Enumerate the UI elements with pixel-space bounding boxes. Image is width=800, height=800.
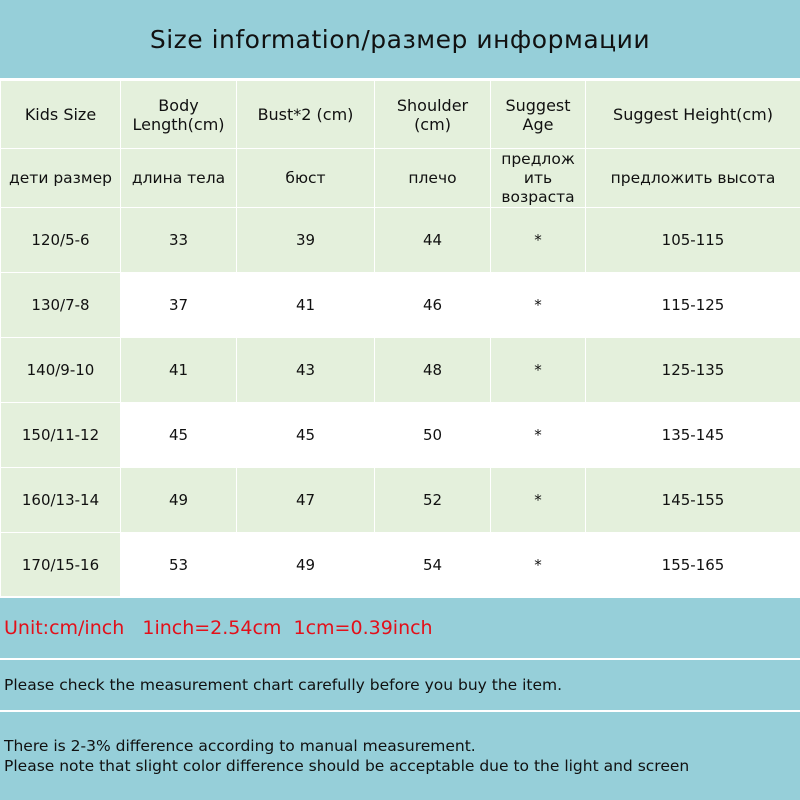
title-bar <box>0 0 800 80</box>
table-row <box>1 208 800 273</box>
cell-body-length: 53 <box>121 533 237 598</box>
col-header-bust: Bust*2 (cm) <box>237 81 375 149</box>
page-title: Size information/размер информации <box>149 24 651 54</box>
cell-suggest-height: 145-155 <box>586 468 800 533</box>
cell-bust: 47 <box>237 468 375 533</box>
cell-size: 150/11-12 <box>1 403 121 468</box>
cell-body-length: 37 <box>121 273 237 338</box>
cell-shoulder: 50 <box>375 403 491 468</box>
unit-conversion-bar <box>0 596 800 658</box>
cell-suggest-age: * <box>491 533 586 598</box>
disclaimer-bar <box>0 710 800 800</box>
cell-suggest-age: * <box>491 208 586 273</box>
cell-size: 120/5-6 <box>1 208 121 273</box>
cell-body-length: 33 <box>121 208 237 273</box>
cell-bust: 41 <box>237 273 375 338</box>
cell-body-length: 45 <box>121 403 237 468</box>
cell-suggest-age: * <box>491 468 586 533</box>
table-row <box>1 533 800 598</box>
col-header-shoulder-ru: плечо <box>375 149 491 208</box>
cell-suggest-height: 155-165 <box>586 533 800 598</box>
cell-suggest-age: * <box>491 403 586 468</box>
table-row <box>1 338 800 403</box>
check-note-bar <box>0 658 800 710</box>
difference-note-text: There is 2-3% difference according to manual measurement. <box>4 737 476 755</box>
cell-body-length: 41 <box>121 338 237 403</box>
cell-size: 160/13-14 <box>1 468 121 533</box>
check-note-text: Please check the measurement chart carefully before you buy the item. <box>4 676 563 694</box>
color-note-text: Please note that slight color difference should be acceptable due to the light and screen <box>4 757 690 775</box>
table-row <box>1 468 800 533</box>
col-header-bust-ru: бюст <box>237 149 375 208</box>
cell-size: 170/15-16 <box>1 533 121 598</box>
unit-conversion-text: Unit:cm/inch 1inch=2.54cm 1cm=0.39inch <box>4 617 433 639</box>
cell-bust: 49 <box>237 533 375 598</box>
cell-suggest-height: 105-115 <box>586 208 800 273</box>
col-header-body-length: Body Length(cm) <box>121 81 237 149</box>
col-header-suggest-age: Suggest Age <box>491 81 586 149</box>
cell-suggest-age: * <box>491 338 586 403</box>
col-header-suggest-height-ru: предложить высота <box>586 149 800 208</box>
cell-bust: 45 <box>237 403 375 468</box>
cell-size: 140/9-10 <box>1 338 121 403</box>
cell-body-length: 49 <box>121 468 237 533</box>
table-row <box>1 273 800 338</box>
col-header-body-length-ru: длина тела <box>121 149 237 208</box>
cell-shoulder: 52 <box>375 468 491 533</box>
cell-shoulder: 48 <box>375 338 491 403</box>
header-row-english <box>1 81 800 149</box>
cell-shoulder: 44 <box>375 208 491 273</box>
col-header-kids-size: Kids Size <box>1 81 121 149</box>
cell-suggest-height: 135-145 <box>586 403 800 468</box>
col-header-kids-size-ru: дети размер <box>1 149 121 208</box>
cell-bust: 43 <box>237 338 375 403</box>
col-header-suggest-age-ru: предлож ить возраста <box>491 149 586 208</box>
cell-shoulder: 46 <box>375 273 491 338</box>
cell-suggest-age: * <box>491 273 586 338</box>
table-row <box>1 403 800 468</box>
size-table <box>0 80 800 598</box>
header-row-russian <box>1 149 800 208</box>
cell-suggest-height: 125-135 <box>586 338 800 403</box>
cell-bust: 39 <box>237 208 375 273</box>
col-header-suggest-height: Suggest Height(cm) <box>586 81 800 149</box>
col-header-shoulder: Shoulder (cm) <box>375 81 491 149</box>
cell-shoulder: 54 <box>375 533 491 598</box>
cell-size: 130/7-8 <box>1 273 121 338</box>
cell-suggest-height: 115-125 <box>586 273 800 338</box>
